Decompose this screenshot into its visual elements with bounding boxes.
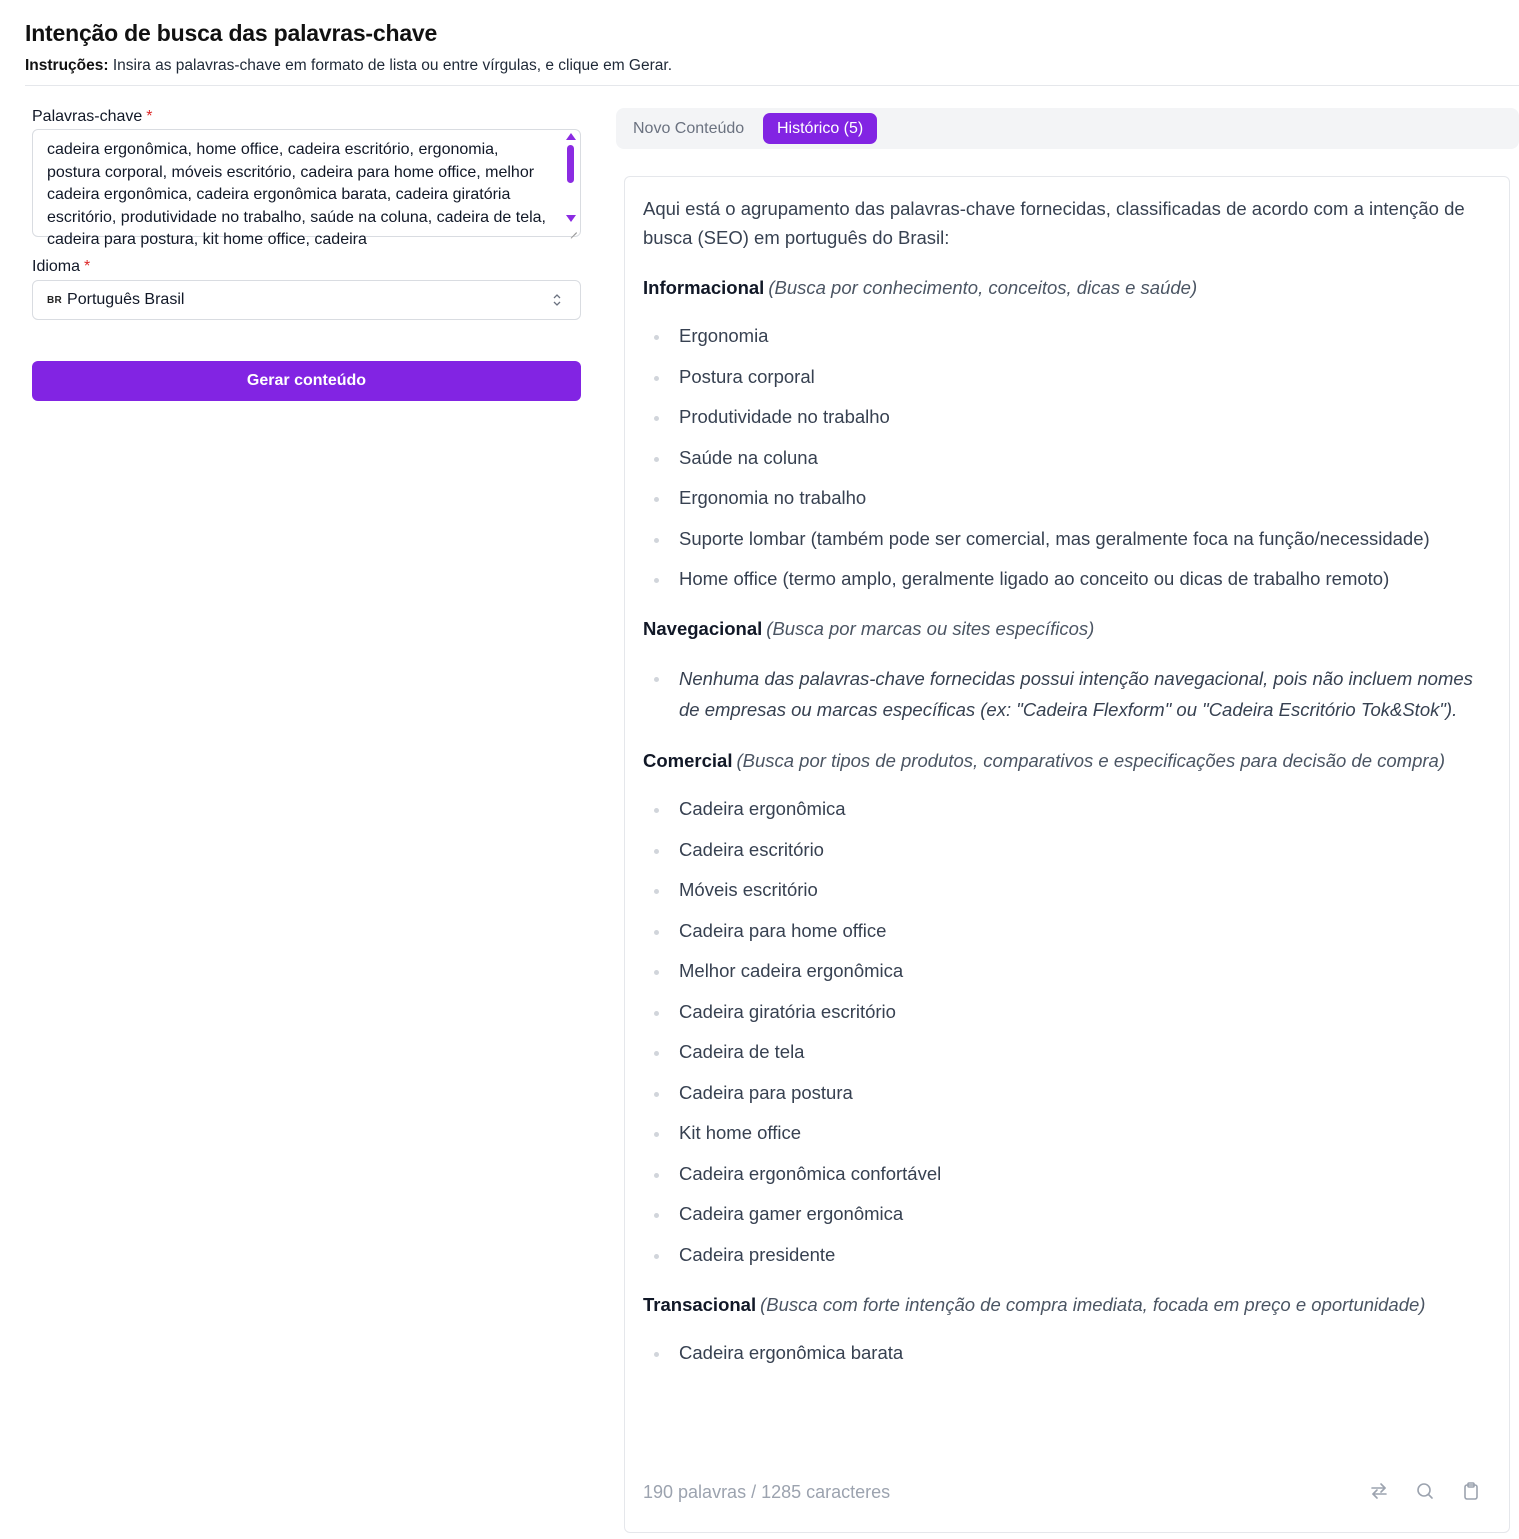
list-item: Cadeira giratória escritório xyxy=(643,998,1485,1026)
list-item: Suporte lombar (também pode ser comercial, mas geralmente foca na função/necessidade) xyxy=(643,525,1485,553)
list-item: Ergonomia xyxy=(643,322,1485,350)
section-description: (Busca por marcas ou sites específicos) xyxy=(766,618,1095,639)
list-item: Postura corporal xyxy=(643,363,1485,391)
required-mark: * xyxy=(84,258,91,275)
result-footer xyxy=(643,1480,1485,1504)
textarea-scrollbar[interactable] xyxy=(565,133,577,222)
search-icon[interactable] xyxy=(1415,1481,1435,1501)
section-description: (Busca com forte intenção de compra imediata, focada em preço e oportunidade) xyxy=(760,1293,1426,1315)
section-title: Informacional xyxy=(643,277,765,298)
list-item: Saúde na coluna xyxy=(643,444,1485,472)
result-intro: Aqui está o agrupamento das palavras-chave fornecidas, classificadas de acordo com a intenção de busca (SEO) em português do Brasil: xyxy=(643,198,1465,248)
result-content xyxy=(643,194,1485,1379)
language-select[interactable] xyxy=(32,280,581,320)
list-item: Produtividade no trabalho xyxy=(643,403,1485,431)
scroll-thumb[interactable] xyxy=(567,145,574,183)
list-item: Cadeira para postura xyxy=(643,1079,1485,1107)
list-item: Home office (termo amplo, geralmente ligado ao conceito ou dicas de trabalho remoto) xyxy=(643,565,1485,593)
language-value: Português Brasil xyxy=(67,291,185,308)
list-item: Móveis escritório xyxy=(643,876,1485,904)
scroll-up-arrow-icon[interactable] xyxy=(566,133,576,140)
keyword-list-informacional xyxy=(643,322,1485,593)
section-heading-comercial xyxy=(643,746,1485,775)
list-item: Cadeira gamer ergonômica xyxy=(643,1200,1485,1228)
keywords-value[interactable]: cadeira ergonômica, home office, cadeira escritório, ergonomia, postura corporal, móveis escritório, cadeira para home office, melhor cadeira ergonômica, cadeira ergonômica barata, cadeira giratória escritório, produtividade no trabalho, saúde na coluna, cadeira de tela, cadeira para postura, kit home office, cadeira xyxy=(47,141,546,248)
list-item: Cadeira escritório xyxy=(643,836,1485,864)
section-title: Transacional xyxy=(643,1293,757,1315)
word-count: 190 palavras / 1285 caracteres xyxy=(643,1482,891,1502)
instructions-text: Insira as palavras-chave em formato de lista ou entre vírgulas, e clique em Gerar. xyxy=(112,57,672,74)
required-mark: * xyxy=(146,108,153,125)
generate-button[interactable]: Gerar conteúdo xyxy=(32,361,581,401)
language-label-text: Idioma xyxy=(32,258,81,275)
section-description: (Busca por tipos de produtos, comparativos e especificações para decisão de compra) xyxy=(736,750,1445,771)
list-item: Nenhuma das palavras-chave fornecidas possui intenção navegacional, pois não incluem nomes de empresas ou marcas específicas (ex: "Cadeira Flexform" ou "Cadeira Escritório Tok&Stok"). xyxy=(643,663,1485,725)
section-title: Navegacional xyxy=(643,618,763,639)
page-header xyxy=(25,20,1519,75)
page-title: Intenção de busca das palavras-chave xyxy=(25,20,438,46)
keywords-label-text: Palavras-chave xyxy=(32,108,143,125)
keywords-textarea[interactable] xyxy=(32,129,581,248)
instructions xyxy=(25,57,1519,75)
section-description: (Busca por conhecimento, conceitos, dicas e saúde) xyxy=(768,277,1198,298)
list-item: Cadeira ergonômica confortável xyxy=(643,1160,1485,1188)
list-item: Cadeira ergonômica barata xyxy=(643,1339,1485,1367)
swap-icon[interactable] xyxy=(1369,1481,1389,1501)
section-heading-navegacional xyxy=(643,614,1485,643)
clipboard-icon[interactable] xyxy=(1461,1481,1481,1501)
instructions-label: Instruções: xyxy=(25,57,109,74)
section-title: Comercial xyxy=(643,750,733,771)
resize-handle-icon[interactable] xyxy=(569,225,578,234)
keyword-list-comercial xyxy=(643,795,1485,1269)
header-divider xyxy=(25,85,1519,86)
tab-bar xyxy=(616,108,1519,149)
tab-new-content[interactable]: Novo Conteúdo xyxy=(633,120,745,137)
form-panel xyxy=(32,106,581,401)
list-item: Cadeira de tela xyxy=(643,1038,1485,1066)
keywords-label xyxy=(32,106,581,128)
result-card xyxy=(624,176,1510,1533)
section-heading-transacional xyxy=(643,1290,1485,1319)
keyword-list-transacional xyxy=(643,1339,1485,1367)
section-heading-informacional xyxy=(643,273,1485,302)
list-item: Cadeira ergonômica xyxy=(643,795,1485,823)
chevron-up-down-icon xyxy=(552,293,562,307)
list-item: Melhor cadeira ergonômica xyxy=(643,957,1485,985)
tab-history[interactable]: Histórico (5) xyxy=(763,113,877,144)
list-item: Kit home office xyxy=(643,1119,1485,1147)
footer-actions xyxy=(1369,1481,1481,1501)
flag-icon: BR xyxy=(47,294,63,306)
list-item: Cadeira presidente xyxy=(643,1241,1485,1269)
list-item: Ergonomia no trabalho xyxy=(643,484,1485,512)
keyword-list-navegacional xyxy=(643,663,1485,725)
list-item: Cadeira para home office xyxy=(643,917,1485,945)
language-label xyxy=(32,256,581,278)
scroll-down-arrow-icon[interactable] xyxy=(566,215,576,222)
